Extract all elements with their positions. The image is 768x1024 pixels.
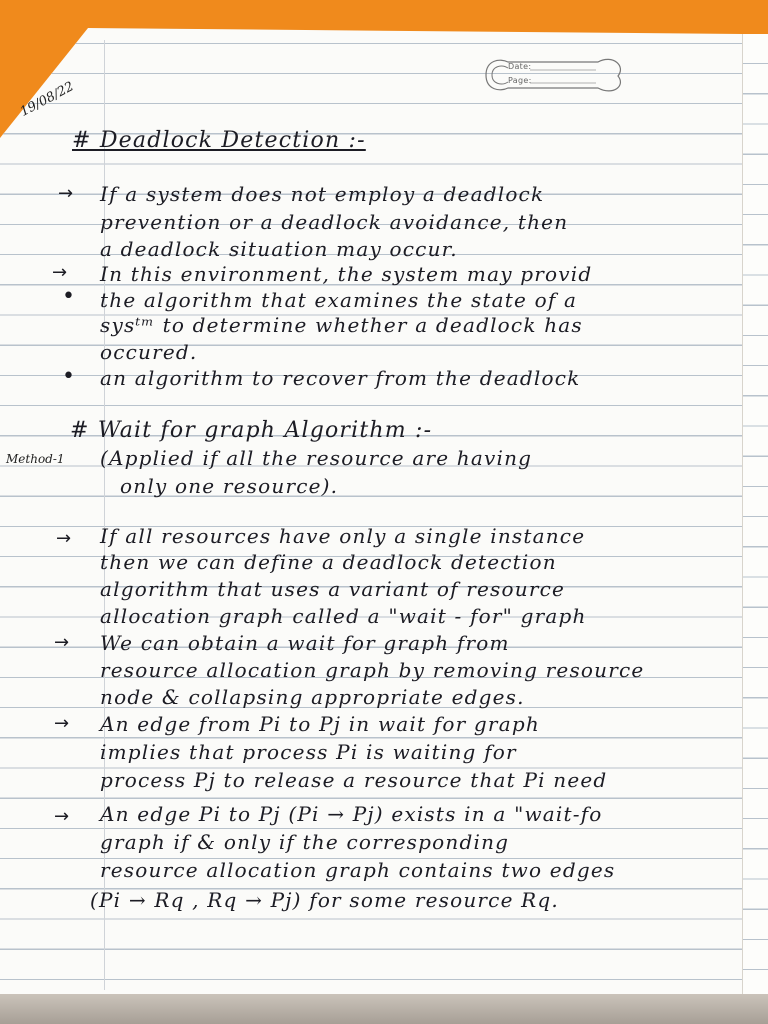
arrow-icon: → (56, 528, 72, 549)
note-line-20: process Pj to release a resource that Pi need (100, 768, 608, 792)
arrow-icon: → (58, 183, 74, 204)
arrow-icon: → (54, 806, 70, 827)
note-line-6: sysᵗᵐ to determine whether a deadlock has (100, 313, 583, 337)
note-line-21: An edge Pi to Pj (Pi → Pj) exists in a "wait-fo (100, 802, 603, 826)
bullet-icon: • (62, 284, 75, 309)
desk-surface (0, 990, 768, 1024)
date-label: Date: (508, 62, 532, 71)
date-page-stamp (478, 52, 628, 98)
handwritten-date: 19/08/22 (17, 79, 77, 120)
note-line-14: allocation graph called a "wait - for" graph (100, 604, 587, 628)
note-line-1: If a system does not employ a deadlock (100, 182, 545, 206)
heading-wait-for-graph: # Wait for graph Algorithm :- (70, 418, 433, 443)
note-line-10: only one resource). (120, 474, 339, 498)
heading-deadlock-detection: # Deadlock Detection :- (72, 128, 366, 153)
note-line-22: graph if & only if the corresponding (100, 830, 510, 854)
arrow-icon: → (52, 262, 68, 283)
note-line-18: An edge from Pi to Pj in wait for graph (100, 712, 540, 736)
note-line-3: a deadlock situation may occur. (100, 237, 458, 261)
note-line-9: (Applied if all the resource are having (100, 446, 533, 470)
note-line-16: resource allocation graph by removing resource (100, 658, 645, 682)
note-line-13: algorithm that uses a variant of resource (100, 577, 566, 601)
note-line-5: the algorithm that examines the state of a (100, 288, 578, 312)
note-line-4: In this environment, the system may provid (100, 262, 593, 286)
method-tag: Method-1 (6, 452, 65, 466)
note-line-23: resource allocation graph contains two edges (100, 858, 616, 882)
page-label: Page: (508, 76, 532, 85)
note-line-12: then we can define a deadlock detection (100, 550, 557, 574)
next-page-edge (742, 34, 768, 994)
note-line-24: (Pi → Rq , Rq → Pj) for some resource Rq. (90, 888, 559, 912)
arrow-icon: → (54, 632, 70, 653)
note-line-11: If all resources have only a single instance (100, 524, 586, 548)
bullet-icon: • (62, 364, 75, 389)
note-line-2: prevention or a deadlock avoidance, then (100, 210, 569, 234)
arrow-icon: → (54, 713, 70, 734)
note-line-8: an algorithm to recover from the deadlock (100, 366, 581, 390)
note-line-15: We can obtain a wait for graph from (100, 631, 510, 655)
note-line-17: node & collapsing appropriate edges. (100, 685, 525, 709)
note-line-19: implies that process Pi is waiting for (100, 740, 517, 764)
note-line-7: occured. (100, 340, 198, 364)
